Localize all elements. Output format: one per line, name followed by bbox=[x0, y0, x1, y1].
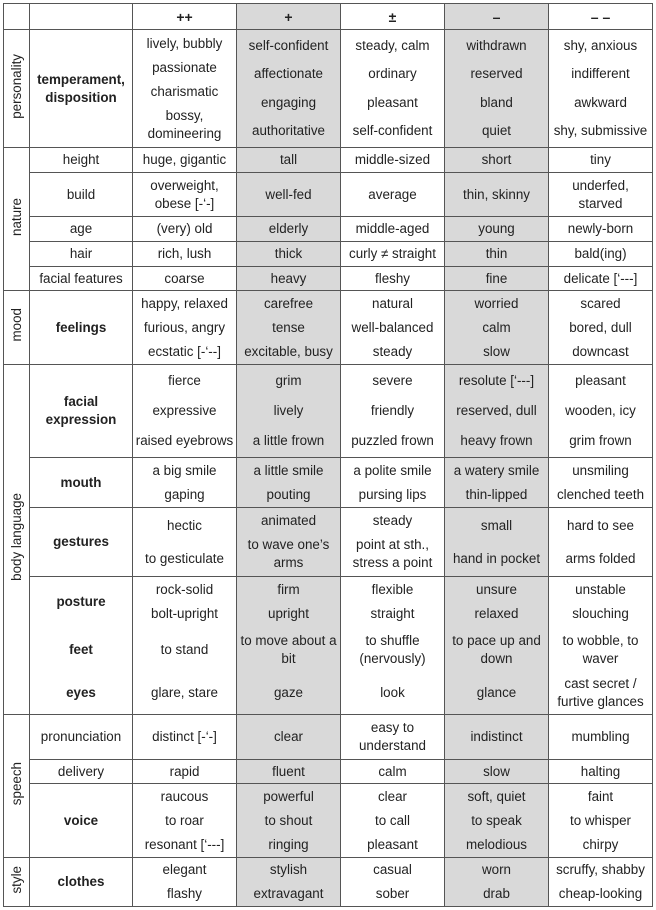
row-label: posture bbox=[30, 577, 133, 627]
table-cell: glare, stare bbox=[133, 673, 237, 715]
table-cell: middle-aged bbox=[341, 217, 445, 242]
table-cell: shy, anxious indifferent awkward shy, submissive bbox=[549, 30, 653, 148]
header-very-negative: – – bbox=[549, 4, 653, 30]
table-cell: tall bbox=[237, 148, 341, 173]
table-cell: average bbox=[341, 173, 445, 217]
category-personality: personality bbox=[4, 30, 30, 148]
table-cell: fluent bbox=[237, 760, 341, 784]
table-cell: a big smile gaping bbox=[133, 458, 237, 508]
row-label: build bbox=[30, 173, 133, 217]
table-cell: cast secret / furtive glances bbox=[549, 673, 653, 715]
table-cell: hard to see arms folded bbox=[549, 508, 653, 577]
table-cell: indistinct bbox=[445, 715, 549, 760]
row-feelings bbox=[4, 291, 653, 365]
table-cell: carefree tense excitable, busy bbox=[237, 291, 341, 365]
table-cell: mumbling bbox=[549, 715, 653, 760]
table-cell: thick bbox=[237, 242, 341, 267]
row-gestures bbox=[4, 508, 653, 577]
row-label: facial features bbox=[30, 267, 133, 291]
row-clothes bbox=[4, 858, 653, 907]
table-cell: withdrawn reserved bland quiet bbox=[445, 30, 549, 148]
header-row bbox=[4, 4, 653, 30]
row-label: voice bbox=[30, 784, 133, 858]
table-cell: severe friendly puzzled frown bbox=[341, 365, 445, 458]
table-cell: natural well-balanced steady bbox=[341, 291, 445, 365]
table-cell: easy to understand bbox=[341, 715, 445, 760]
table-cell: firm upright bbox=[237, 577, 341, 627]
header-negative: – bbox=[445, 4, 549, 30]
table-cell: a polite smile pursing lips bbox=[341, 458, 445, 508]
row-voice bbox=[4, 784, 653, 858]
table-cell: to move about a bit bbox=[237, 627, 341, 673]
table-cell: coarse bbox=[133, 267, 237, 291]
table-cell: to shuffle (nervously) bbox=[341, 627, 445, 673]
row-eyes bbox=[4, 673, 653, 715]
table-cell: huge, gigantic bbox=[133, 148, 237, 173]
row-label: feelings bbox=[30, 291, 133, 365]
row-label: clothes bbox=[30, 858, 133, 907]
table-cell: middle-sized bbox=[341, 148, 445, 173]
table-cell: worried calm slow bbox=[445, 291, 549, 365]
table-cell: clear to call pleasant bbox=[341, 784, 445, 858]
table-cell: to pace up and down bbox=[445, 627, 549, 673]
table-cell: to wobble, to waver bbox=[549, 627, 653, 673]
row-temperament bbox=[4, 30, 653, 148]
table-cell: fine bbox=[445, 267, 549, 291]
table-cell: flexible straight bbox=[341, 577, 445, 627]
row-label: hair bbox=[30, 242, 133, 267]
row-feet bbox=[4, 627, 653, 673]
table-cell: overweight, obese [-‘-] bbox=[133, 173, 237, 217]
table-cell: short bbox=[445, 148, 549, 173]
table-cell: tiny bbox=[549, 148, 653, 173]
table-cell: well-fed bbox=[237, 173, 341, 217]
table-cell: scared bored, dull downcast bbox=[549, 291, 653, 365]
category-speech: speech bbox=[4, 715, 30, 858]
table-cell: halting bbox=[549, 760, 653, 784]
table-cell: steady point at sth., stress a point bbox=[341, 508, 445, 577]
row-label: gestures bbox=[30, 508, 133, 577]
header-very-positive: ++ bbox=[133, 4, 237, 30]
table-cell: thin, skinny bbox=[445, 173, 549, 217]
row-pronunciation bbox=[4, 715, 653, 760]
table-cell: to stand bbox=[133, 627, 237, 673]
table-cell: rock-solid bolt-upright bbox=[133, 577, 237, 627]
row-label: height bbox=[30, 148, 133, 173]
row-facial-expression bbox=[4, 365, 653, 458]
category-nature: nature bbox=[4, 148, 30, 291]
table-cell: a watery smile thin-lipped bbox=[445, 458, 549, 508]
row-age bbox=[4, 217, 653, 242]
table-cell: curly ≠ straight bbox=[341, 242, 445, 267]
table-cell: elderly bbox=[237, 217, 341, 242]
table-cell: distinct [-‘-] bbox=[133, 715, 237, 760]
table-cell: newly-born bbox=[549, 217, 653, 242]
table-cell: a little smile pouting bbox=[237, 458, 341, 508]
table-cell: animated to wave one’s arms bbox=[237, 508, 341, 577]
table-cell: unsmiling clenched teeth bbox=[549, 458, 653, 508]
table-cell: scruffy, shabby cheap-looking bbox=[549, 858, 653, 907]
table-cell: lively, bubbly passionate charismatic bossy, domineering bbox=[133, 30, 237, 148]
table-cell: grim lively a little frown bbox=[237, 365, 341, 458]
table-cell: calm bbox=[341, 760, 445, 784]
table-cell: rapid bbox=[133, 760, 237, 784]
table-cell: slow bbox=[445, 760, 549, 784]
table-cell: unstable slouching bbox=[549, 577, 653, 627]
table-cell: casual sober bbox=[341, 858, 445, 907]
row-label: delivery bbox=[30, 760, 133, 784]
table-cell: bald(ing) bbox=[549, 242, 653, 267]
table-cell: young bbox=[445, 217, 549, 242]
table-cell: delicate [‘---] bbox=[549, 267, 653, 291]
table-cell: powerful to shout ringing bbox=[237, 784, 341, 858]
table-cell: steady, calm ordinary pleasant self-confident bbox=[341, 30, 445, 148]
table-cell: hectic to gesticulate bbox=[133, 508, 237, 577]
category-body-language: body language bbox=[4, 365, 30, 715]
row-label: eyes bbox=[30, 673, 133, 715]
table-cell: rich, lush bbox=[133, 242, 237, 267]
table-cell: soft, quiet to speak melodious bbox=[445, 784, 549, 858]
row-label: pronunciation bbox=[30, 715, 133, 760]
vocabulary-table bbox=[3, 3, 653, 907]
table-cell: (very) old bbox=[133, 217, 237, 242]
row-build bbox=[4, 173, 653, 217]
header-positive: + bbox=[237, 4, 341, 30]
row-label: feet bbox=[30, 627, 133, 673]
row-label: age bbox=[30, 217, 133, 242]
table-cell: faint to whisper chirpy bbox=[549, 784, 653, 858]
table-cell: gaze bbox=[237, 673, 341, 715]
header-empty-cat bbox=[4, 4, 30, 30]
table-cell: underfed, starved bbox=[549, 173, 653, 217]
table-cell: pleasant wooden, icy grim frown bbox=[549, 365, 653, 458]
category-style: style bbox=[4, 858, 30, 907]
table-cell: worn drab bbox=[445, 858, 549, 907]
row-label: facial expression bbox=[30, 365, 133, 458]
table-cell: clear bbox=[237, 715, 341, 760]
table-cell: fleshy bbox=[341, 267, 445, 291]
table-cell: raucous to roar resonant [‘---] bbox=[133, 784, 237, 858]
row-posture bbox=[4, 577, 653, 627]
table-cell: heavy bbox=[237, 267, 341, 291]
table-cell: glance bbox=[445, 673, 549, 715]
table-cell: stylish extravagant bbox=[237, 858, 341, 907]
row-facial-features bbox=[4, 267, 653, 291]
table-cell: unsure relaxed bbox=[445, 577, 549, 627]
row-mouth bbox=[4, 458, 653, 508]
table-cell: look bbox=[341, 673, 445, 715]
table-cell: happy, relaxed furious, angry ecstatic [-‘--] bbox=[133, 291, 237, 365]
table-cell: thin bbox=[445, 242, 549, 267]
table-cell: resolute [‘---] reserved, dull heavy frown bbox=[445, 365, 549, 458]
header-neutral: ± bbox=[341, 4, 445, 30]
row-delivery bbox=[4, 760, 653, 784]
table-cell: fierce expressive raised eyebrows bbox=[133, 365, 237, 458]
row-label: temperament, disposition bbox=[30, 30, 133, 148]
header-empty-sub bbox=[30, 4, 133, 30]
row-height bbox=[4, 148, 653, 173]
table-cell: small hand in pocket bbox=[445, 508, 549, 577]
category-mood: mood bbox=[4, 291, 30, 365]
row-label: mouth bbox=[30, 458, 133, 508]
row-hair bbox=[4, 242, 653, 267]
table-cell: elegant flashy bbox=[133, 858, 237, 907]
table-cell: self-confident affectionate engaging authoritative bbox=[237, 30, 341, 148]
